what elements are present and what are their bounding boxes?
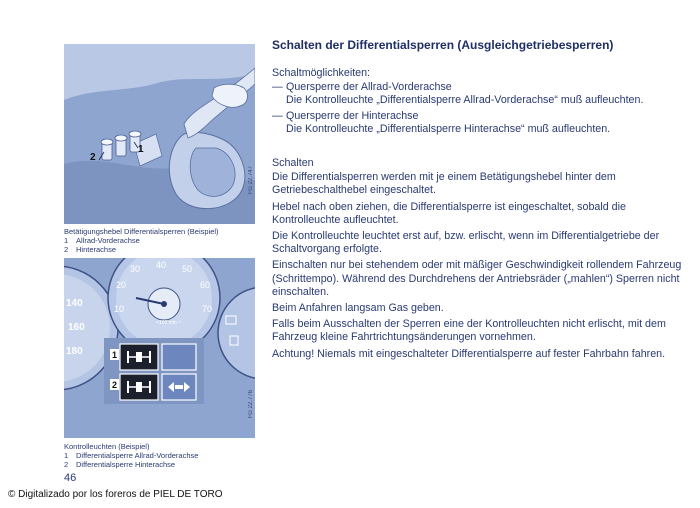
speed-label: 140 <box>66 298 83 309</box>
paragraph: Hebel nach oben ziehen, die Differentialsperre ist eingeschaltet, sobald die Kontrolleuchte aufleuchtet. <box>272 200 626 226</box>
caption-item: 1 Differentialsperre Allrad-Vorderachse <box>64 451 199 460</box>
lamp-label-2: 2 <box>112 380 118 390</box>
paragraph: Einschalten nur bei stehendem oder mit mäßiger Geschwindigkeit rollendem Fahrzeug (Schrittempo). Während des Durchdrehens der Antriebsräder („mahlen“) Sperren nicht einschalten. <box>272 259 682 298</box>
figure-code: FG 22.776 <box>248 389 254 418</box>
lamp-label-1: 1 <box>112 350 118 360</box>
caption-title: Betätigungshebel Differentialsperren (Beispiel) <box>64 227 219 236</box>
caption-item: 1 Allrad-Vorderachse <box>64 236 140 245</box>
dial-unit: ×100 min⁻¹ <box>156 320 182 326</box>
instrument-cluster-illustration <box>64 258 255 438</box>
dial-label: 50 <box>182 264 193 274</box>
cluster-caption <box>64 442 264 469</box>
section-heading: Schalten <box>272 157 314 170</box>
paragraph: Beim Anfahren langsam Gas geben. <box>272 302 444 315</box>
lever-label-2: 2 <box>90 152 96 163</box>
options-label: Schaltmöglichkeiten: <box>272 67 371 79</box>
figure-code: FG 22.747 <box>248 165 254 194</box>
caption-item: 2 Hinterachse <box>64 245 117 254</box>
dial-label: 60 <box>200 280 211 290</box>
dial-label: 10 <box>114 304 125 314</box>
dial-label: 70 <box>202 304 213 314</box>
lever-label-1: 1 <box>138 144 144 155</box>
speed-label: 180 <box>66 346 83 357</box>
speed-label: 160 <box>68 322 85 333</box>
page-title: Schalten der Differentialsperren (Ausgleichgetriebesperren) <box>272 38 614 52</box>
option-item: — Quersperre der Hinterachse Die Kontrolleuchte „Differentialsperre Hinterachse“ muß aufleuchten. <box>272 109 611 135</box>
option-item: — Quersperre der Allrad-Vorderachse Die Kontrolleuchte „Differentialsperre Allrad-Vorderachse“ muß aufleuchten. <box>272 81 644 107</box>
main-text <box>272 38 690 364</box>
page-number: 46 <box>64 472 77 484</box>
paragraph: Falls beim Ausschalten der Sperren eine der Kontrolleuchten nicht erlischt, mit dem Fahrzeug kleine Fahrtrichtungsänderungen vornehmen. <box>272 318 666 344</box>
dial-label: 30 <box>130 264 141 274</box>
dial-label: 20 <box>116 280 127 290</box>
lever-illustration <box>64 44 255 224</box>
lever-drawing <box>64 44 255 224</box>
caption-item: 2 Differentialsperre Hinterachse <box>64 460 176 469</box>
lever-caption <box>64 227 264 254</box>
cluster-drawing <box>64 258 255 438</box>
caption-title: Kontrolleuchten (Beispiel) <box>64 442 150 451</box>
paragraph: Die Differentialsperren werden mit je einem Betätigungshebel hinter dem Getriebeschalthebel eingeschaltet. <box>272 171 616 197</box>
dial-label: 40 <box>156 260 167 270</box>
footer-credit: © Digitalizado por los foreros de PIEL DE TORO <box>8 489 223 500</box>
paragraph: Achtung! Niemals mit eingeschalteter Differentialsperre auf fester Fahrbahn fahren. <box>272 347 666 360</box>
paragraph: Die Kontrolleuchte leuchtet erst auf, bzw. erlischt, wenn im Differentialgetriebe der Schaltvorgang erfolgte. <box>272 230 660 256</box>
